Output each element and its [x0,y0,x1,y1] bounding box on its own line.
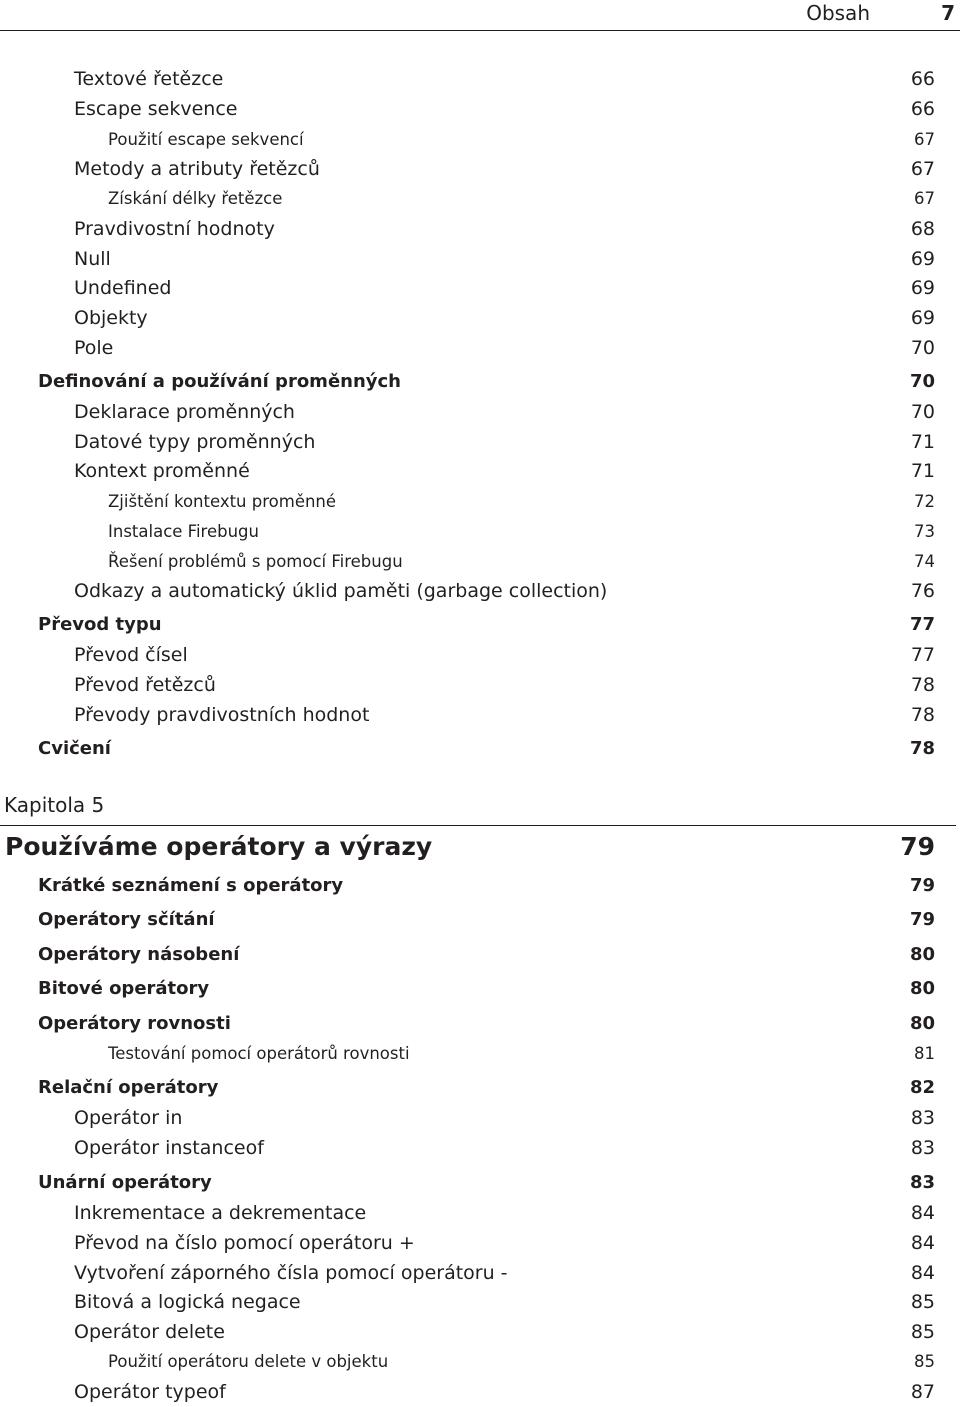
toc-entry-title: Definování a používání proměnných [38,371,401,392]
toc-entry[interactable] [0,941,935,969]
toc-entry-title: Bitová a logická negace [74,1291,301,1313]
toc-entry-title: Použití escape sekvencí [108,130,304,149]
toc-entry-page: 66 [910,98,935,120]
running-header [0,0,960,31]
toc-entry-page: 69 [910,277,935,299]
toc-entry[interactable] [0,1134,935,1162]
toc-entry[interactable] [0,1169,935,1197]
toc-entry-title: Převod čísel [74,644,188,666]
toc-entry-title: Krátké seznámení s operátory [38,875,344,896]
header-page-number: 7 [941,1,955,25]
toc-entry-title: Kontext proměnné [74,460,250,482]
toc-entry-page: 72 [914,492,935,511]
toc-entry-page: 70 [909,371,935,392]
toc-entry-title: Testování pomocí operátorů rovnosti [108,1044,410,1063]
toc-entry-page: 84 [910,1262,935,1284]
toc-entry-title: Unární operátory [38,1172,212,1193]
toc-entry-title: Bitové operátory [38,978,210,999]
toc-entry-title: Pravdivostní hodnoty [74,218,275,240]
toc-entry-title: Pole [74,337,114,359]
toc-entry[interactable] [0,1378,935,1406]
toc-entry[interactable] [0,1199,935,1227]
toc-entry-page: 67 [914,130,935,149]
toc-entry-page: 79 [909,875,935,896]
toc-entry-page: 87 [910,1381,935,1403]
toc-entry[interactable] [0,611,935,639]
toc-entry[interactable] [0,1318,935,1346]
toc-entry-page: 70 [910,401,935,423]
toc-entry-title: Operátory rovnosti [38,1013,231,1034]
chapter-heading[interactable] [0,828,935,866]
toc-entry-title: Null [74,248,111,270]
toc-entry[interactable] [0,1259,935,1287]
toc-entry-page: 84 [910,1202,935,1224]
toc-entry[interactable] [0,126,935,154]
toc-entry-page: 85 [910,1321,935,1343]
toc-entry[interactable] [0,274,935,302]
toc-entry-page: 85 [910,1291,935,1313]
toc-entry-title: Použití operátoru delete v objektu [108,1352,389,1371]
toc-entry-title: Metody a atributy řetězců [74,158,320,180]
toc-entry-title: Převod řetězců [74,674,216,696]
toc-entry-page: 73 [914,522,935,541]
toc-entry[interactable] [0,368,935,396]
toc-entry[interactable] [0,215,935,243]
toc-entry[interactable] [0,488,935,516]
toc-entry[interactable] [0,872,935,900]
toc-entry[interactable] [0,1010,935,1038]
toc-entry-title: Operátory násobení [38,944,240,965]
toc-entry-page: 83 [910,1107,935,1129]
toc-entry-page: 74 [914,552,935,571]
toc-entry-page: 68 [910,218,935,240]
toc-entry-page: 78 [910,704,935,726]
toc-entry-page: 71 [910,431,935,453]
toc-entry-page: 80 [909,944,935,965]
toc-entry-title: Vytvoření záporného čísla pomocí operátoru - [74,1262,508,1284]
toc-entry-page: 84 [910,1232,935,1254]
toc-entry-title: Operátor typeof [74,1381,226,1403]
toc-entry-page: 67 [914,189,935,208]
toc-entry[interactable] [0,457,935,485]
toc-entry[interactable] [0,1104,935,1132]
toc-entry-page: 78 [910,674,935,696]
toc-entry-page: 69 [910,248,935,270]
toc-entry-page: 67 [910,158,935,180]
toc-entry-page: 66 [910,68,935,90]
toc-entry-title: Datové typy proměnných [74,431,316,453]
toc-entry-page: 81 [914,1044,935,1063]
toc-entry-page: 85 [914,1352,935,1371]
toc-entry-page: 70 [910,337,935,359]
toc-entry-page: 80 [909,978,935,999]
toc-entry-title: Inkrementace a dekrementace [74,1202,367,1224]
toc-entry-page: 77 [909,614,935,635]
toc-entry[interactable] [0,245,935,273]
toc-entry-title: Instalace Firebugu [108,522,259,541]
toc-entry-title: Získání délky řetězce [108,189,283,208]
toc-entry[interactable] [0,1288,935,1316]
toc-entry-title: Deklarace proměnných [74,401,295,423]
toc-entry-page: 79 [909,909,935,930]
toc-entry[interactable] [0,906,935,934]
toc-entry[interactable] [0,975,935,1003]
toc-entry[interactable] [0,65,935,93]
toc-entry-page: 76 [910,580,935,602]
toc-entry-title: Operátor instanceof [74,1137,264,1159]
toc-entry-title: Objekty [74,307,148,329]
toc-entry-page: 69 [910,307,935,329]
toc-entry[interactable] [0,1040,935,1068]
toc-entry-page: 82 [909,1077,935,1098]
toc-entry[interactable] [0,398,935,426]
toc-entry-page: 83 [910,1137,935,1159]
chapter-page-number: 79 [900,832,935,861]
toc-entry-page: 77 [910,644,935,666]
toc-entry-title: Operátor in [74,1107,183,1129]
toc-entry-title: Operátory sčítání [38,909,215,930]
toc-entry[interactable] [0,701,935,729]
toc-entry[interactable] [0,671,935,699]
toc-entry-title: Převody pravdivostních hodnot [74,704,370,726]
toc-entry-title: Převod na číslo pomocí operátoru + [74,1232,415,1254]
toc-entry-title: Řešení problémů s pomocí Firebugu [108,552,403,571]
toc-entry-page: 83 [909,1172,935,1193]
toc-entry-title: Odkazy a automatický úklid paměti (garbage collection) [74,580,608,602]
toc-entry-page: 71 [910,460,935,482]
toc-entry-title: Převod typu [38,614,162,635]
toc-entry[interactable] [0,641,935,669]
chapter-divider [0,825,956,826]
header-title: Obsah [806,1,870,25]
toc-entry[interactable] [0,735,935,763]
toc-entry-title: Textové řetězce [74,68,224,90]
toc-entry[interactable] [0,334,935,362]
toc-entry-title: Operátor delete [74,1321,225,1343]
toc-entry-page: 78 [909,738,935,759]
toc-entry-page: 80 [909,1013,935,1034]
chapter-title: Používáme operátory a výrazy [5,832,433,861]
toc-entry-title: Undefined [74,277,172,299]
toc-entry-title: Cvičení [38,738,111,759]
toc-entry[interactable] [0,155,935,183]
toc-entry[interactable] [0,1229,935,1257]
toc-entry-title: Escape sekvence [74,98,238,120]
toc-entry-title: Zjištění kontextu proměnné [108,492,337,511]
toc-entry[interactable] [0,1348,935,1376]
toc-entry[interactable] [0,185,935,213]
chapter-label: Kapitola 5 [4,793,105,817]
toc-entry[interactable] [0,95,935,123]
toc-entry[interactable] [0,1074,935,1102]
toc-entry[interactable] [0,518,935,546]
toc-entry[interactable] [0,577,935,605]
toc-entry-title: Relační operátory [38,1077,219,1098]
toc-entry[interactable] [0,304,935,332]
toc-entry[interactable] [0,548,935,576]
toc-entry[interactable] [0,428,935,456]
